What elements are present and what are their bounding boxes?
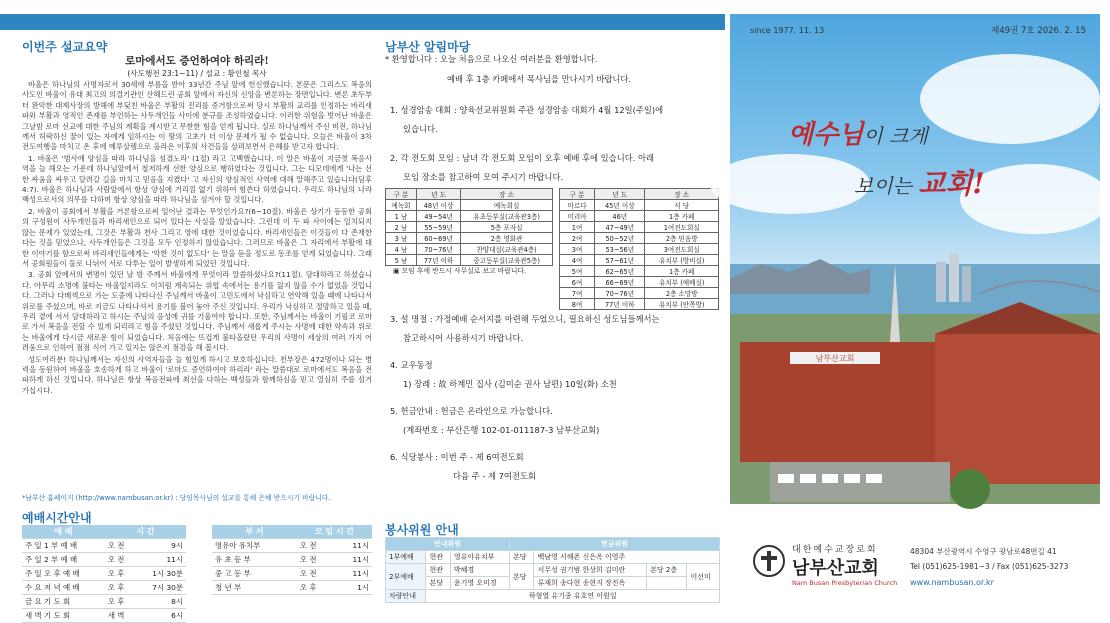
cell: 찬양대실(교육관4층) xyxy=(461,244,553,255)
table-row xyxy=(212,567,372,581)
table-row xyxy=(386,590,720,603)
table-row xyxy=(560,255,719,266)
cell: 류재희 송다현 송현지 장진옥 xyxy=(534,577,647,590)
volunteers-table xyxy=(385,537,720,603)
tower xyxy=(936,262,946,302)
cell: 본당 xyxy=(510,551,534,564)
notice-5: 5. 헌금안내 : 헌금은 온라인으로 가능합니다. xyxy=(390,406,553,416)
cell: 본당 xyxy=(426,577,450,590)
worship-time: 7시 30분 xyxy=(136,581,186,595)
cell: 3여전도회실 xyxy=(645,244,719,255)
cell: 4 남 xyxy=(386,244,417,255)
notices-body xyxy=(385,49,720,187)
worship-header: 시 간 xyxy=(105,525,186,539)
cell: 마르다 xyxy=(560,200,595,211)
cell: 박혜경 xyxy=(450,564,509,577)
worship-ampm: 오 후 xyxy=(105,567,136,581)
department-name: 영유아 유치부 xyxy=(212,539,297,553)
col-header: 장 소 xyxy=(461,189,553,200)
slogan-word: 이 크게 xyxy=(863,124,928,148)
cell: 유치부 (방비실) xyxy=(645,255,719,266)
department-table xyxy=(212,525,372,595)
department-name: 중 고 등 부 xyxy=(212,567,297,581)
notice-2-cont: 모임 장소를 참고하여 모여 주시기 바랍니다. xyxy=(403,172,564,182)
church-eng-name: Nam Busan Presbyterian Church xyxy=(792,579,898,587)
cell: 57~61년 xyxy=(595,255,645,266)
table-row xyxy=(386,564,720,577)
cell: 2층 소망방 xyxy=(645,288,719,299)
sermon-body xyxy=(22,80,372,485)
vol-header: 헌금위원 xyxy=(510,538,720,551)
cell: 3 남 xyxy=(386,233,417,244)
table-row xyxy=(22,609,186,623)
women-group-table xyxy=(559,188,719,310)
table-row xyxy=(560,244,719,255)
church-footer xyxy=(730,534,1100,614)
table-row xyxy=(560,299,719,310)
website-link[interactable]: www.nambusan.or.kr xyxy=(910,578,994,587)
cell: 예녹회실 xyxy=(461,200,553,211)
cloud-shape xyxy=(920,54,1100,144)
sermon-paragraph: 1. 바울은 '범사에 양심을 따라 하나님을 섬겼노라' (1절) 라고 고백했습니다. 이 말은 바울이 지금껏 복음사역을 늘 해오는 가운데 하나님앞에서 철저하게 선한 양심으로 행하였다는 것입니다. 그는 디모데에게 '나는 선한 싸움을 싸우고 달려갈 길을 마치고 믿음을 지켰다' 고 자신의 양심적인 사역에 대해 말해주고 있습니다(딤후4:7). 바울은 하나님과 사람앞에서 항상 양심에 거리낌 없기 위하여 힘쓴다 하였습니다. 우리도 하나님의 나라 백성으로서의 의무를 다하며 항상 양심을 따라 하나님을 섬겨야 할 것입니다. xyxy=(22,153,372,205)
slogan-word: 보이는 xyxy=(854,174,919,198)
cell: 6여 xyxy=(560,277,595,288)
table-row xyxy=(22,595,186,609)
cell: 백남영 서해존 신은옥 이영주 xyxy=(534,551,720,564)
table-row xyxy=(386,551,720,564)
cell: 유치부 (안쪽방) xyxy=(645,299,719,310)
sermon-reference: (사도행전 23:1~11) / 설교 : 황인철 목사 xyxy=(127,69,267,78)
table-row xyxy=(386,233,553,244)
cell: 53~56년 xyxy=(595,244,645,255)
volunteers-section-title: 봉사위원 안내 xyxy=(385,523,459,537)
cell: 본당 2층 xyxy=(647,564,687,577)
notice-1-cont: 있습니다. xyxy=(403,124,438,134)
cell xyxy=(647,577,687,590)
cell: 1층 카페 xyxy=(645,266,719,277)
cell: 55~59년 xyxy=(416,222,460,233)
table-row xyxy=(560,222,719,233)
cell: 2층 믿음방 xyxy=(645,233,719,244)
table-row xyxy=(212,581,372,595)
cell: 5 남 xyxy=(386,255,417,266)
cell: 60~69년 xyxy=(416,233,460,244)
cell: 46년 xyxy=(595,211,645,222)
col-header: 년 도 xyxy=(595,189,645,200)
worship-section-title: 예배시간안내 xyxy=(22,511,92,525)
worship-time: 11시 xyxy=(136,553,186,567)
slogan-word: 예수님 xyxy=(788,120,864,150)
slogan-word: 교회! xyxy=(918,167,985,200)
cell: 70~76년 xyxy=(416,244,460,255)
worship-name: 새 벽 기 도 회 xyxy=(22,609,105,623)
notice-5-cont: (계좌번호 : 부산은행 102-01-011187-3 남부산교회) xyxy=(403,425,600,435)
cell: 1층 카페 xyxy=(645,211,719,222)
department-ampm: 오 후 xyxy=(297,581,335,595)
table-row xyxy=(212,553,372,567)
sermon-paragraph: 3. 공회 앞에서의 변명이 있던 날 밤 주께서 바울에게 무엇이라 말씀하셨나요?(11절). 담대하라고 하셨습니다. 아무리 소명에 불타는 바울일지라도 이처럼 계속되는 위협 속에서는 용기를 잃지 않을 수가 없었을 것입니다. 그러나 다메섹으로 가는 도중에 나타나신 주님께서 바울이 고민도에서 낙심하고 연약해 있을 때에 나타나서 위로를 주셨으며, 바로 지금도 나타나셔서 용기를 불어 놓아 주신 것입니다. 우리가 낙심하고 절망하고 있을 때, 우리 곁에 서서 담대하라고 하시는 주님의 음성에 귀를 기울여야 합니다. 또한, 주님께서는 바울이 기필코 로마로 가서 복음을 전할 수 있게 되리라고 힘을 주셨던 것입니다. 주님께서 새롭게 주시는 사명에 대한 약속과 위로는 바울에게 다시금 새로운 힘이 되었습니다. 처음에는 뜨겁게 불타올랐던 우리의 사명이 세상의 여러 가지 어려움으로 인하여 점점 식어 가고 있지는 않은지 점검을 해 봅시다. xyxy=(22,270,372,353)
cell: 8여 xyxy=(560,299,595,310)
cloud-shape xyxy=(710,154,870,214)
table-row xyxy=(22,553,186,567)
issue-text: 제49권 7호 2026. 2. 15 xyxy=(991,26,1086,36)
worship-ampm: 오 후 xyxy=(105,595,136,609)
cell: 77년 이하 xyxy=(595,299,645,310)
table-row xyxy=(560,266,719,277)
sermon-paragraph: 바울은 하나님의 사명자로서 30세에 부름을 받아 33년간 주님 앞에 헌신했습니다. 본문은 그리스도 복음의 사도인 바울이 유대 최고의 의결기관인 산헤드린 공회 앞에서 자신의 신앙을 변론하는 장면입니다. 변론 초두부터 완악한 대제사장의 방해에 부딪친 바울은 부활의 진리를 증거함으로써 당시 부활의 교리를 인정하는 바리새파와 부활과 영적인 존재를 부인하는 사두개인들 사이에 분규를 조성하였습니다. 이러한 위험을 벗어난 바울은 그날밤 로마 선교에 대한 주님의 계획을 계시받고 무한한 힘을 얻게 됩니다. 실로 하나님께서 주신 비전, 하나님께서 허락하신 꿈이 있는 자에게 임하시는 이 땅의 고초가 더 이상 문제가 될 수 없습니다. 오늘은 바울이 3차 전도여행을 마치고 온 후에 예루살렘으로 올라온 이후의 사건들을 살펴보면서 은혜를 받고자 합니다. xyxy=(22,80,372,152)
department-time: 11시 xyxy=(335,553,372,567)
sermon-paragraph: 성도여러분! 하나님께서는 자신의 사역자들을 늘 힘있게 하시고 보호하십니다. 천부장은 472명이나 되는 병력을 동원하여 바울을 호송하게 하고 바울이 '로마도 증언하여야 하리라' 라는 말씀대로 로마에서도 복음을 전파하게 하신 것입니다. 하나님은 항상 복음전파에 최선을 다하는 백성들과 함께하심을 믿고 열심히 주를 섬겨 가십시다. xyxy=(22,354,372,395)
table-row xyxy=(22,581,186,595)
table-row xyxy=(386,200,553,211)
cell: 7여 xyxy=(560,288,595,299)
tree xyxy=(950,469,990,509)
department-header: 모 임 시 간 xyxy=(297,525,372,539)
cell: 47~49년 xyxy=(595,222,645,233)
cell: 유초등부실(교육관3층) xyxy=(461,211,553,222)
cell: 차량안내 xyxy=(386,590,426,603)
notice-4: 4. 교우동정 xyxy=(390,360,433,370)
cell: 이선미 xyxy=(687,564,720,590)
department-time: 1시 xyxy=(335,581,372,595)
slogan-line-1 xyxy=(788,114,928,151)
table-row xyxy=(386,577,720,590)
department-ampm: 오 전 xyxy=(297,567,335,581)
cell: 2 남 xyxy=(386,222,417,233)
col-header: 년 도 xyxy=(416,189,460,200)
cell: 하형열 유기종 유호연 이원일 xyxy=(426,590,720,603)
church-building-right xyxy=(935,334,1100,484)
notice-6: 6. 식당봉사 : 이번 주 - 제 6여전도회 xyxy=(390,452,524,462)
table-row xyxy=(212,539,372,553)
cell: 45년 이상 xyxy=(595,200,645,211)
worship-time: 9시 xyxy=(136,539,186,553)
table-row xyxy=(386,255,553,266)
cell: 2부예배 xyxy=(386,564,426,590)
table-row xyxy=(386,211,553,222)
table-row xyxy=(560,200,719,211)
notices-section-title: 남부산 알림마당 xyxy=(385,40,471,54)
table-row xyxy=(22,567,186,581)
sermon-paragraph: 2. 바울이 공회에서 부활을 거론함으로써 일어난 결과는 무엇인가요?(6~10절). 바울은 상기가 등등한 공회의 구성원이 사두개인들과 바리새인으로 되어 있다는 사실을 알았습니다. 그런데 이 두 파 사이에는 일치되지 않는 문제가 있었는데, 그것은 부활과 천사 그리고 영에 대한 것이었습니다. 바리새인들은 이것들이 다 존재한다는 것을 믿었으나, 사두개인들은 그것을 모두 인정하지 않았습니다. 그러므로 바울은 그 자리에서 부활에 대한 이야기를 함으로써 바리새인들에게는 '악한 것이 없도다' 는 말을 듣을 정도로 동조를 얻게 되었습니다. 그래서 공회원들이 둘로 나뉘어 서로 다투는 일이 발생하게 되었던 것입니다. xyxy=(22,206,372,268)
cell: 3여 xyxy=(560,244,595,255)
cell: 4여 xyxy=(560,255,595,266)
col-header: 장 소 xyxy=(645,189,719,200)
table-row xyxy=(560,233,719,244)
denomination: 대한예수교장로회 xyxy=(792,545,878,555)
welcome-line: * 환영합니다 : 오늘 처음으로 나오신 여러분을 환영합니다. xyxy=(385,54,598,64)
table-row xyxy=(386,244,553,255)
cell: 예녹회 xyxy=(386,200,417,211)
cell: 49~54년 xyxy=(416,211,460,222)
worship-name: 수 요 저 녁 예 배 xyxy=(22,581,105,595)
since-text: since 1977. 11. 13 xyxy=(750,26,825,35)
cover-panel xyxy=(730,14,1100,614)
slogan-line-2 xyxy=(854,162,985,202)
table-row xyxy=(386,222,553,233)
notice-3: 3. 설 명절 : 가정예배 순서지를 마련해 두었으니, 필요하신 성도님들께서는 xyxy=(390,314,660,324)
table-row xyxy=(386,538,720,551)
tower xyxy=(949,254,959,302)
cell: 중고등부실(교육관5층) xyxy=(461,255,553,266)
worship-time: 6시 xyxy=(136,609,186,623)
notice-1: 1. 성경암송 대회 : 양육선교위원회 주관 성경암송 대회가 4월 12일(주일)에 xyxy=(390,105,664,115)
department-time: 11시 xyxy=(335,567,372,581)
cell: 77년 이하 xyxy=(416,255,460,266)
cell: 2여 xyxy=(560,233,595,244)
table-row xyxy=(22,539,186,553)
sermon-column xyxy=(22,0,372,620)
address: 48304 부산광역시 수영구 광남로48번길 41 xyxy=(910,547,1057,556)
worship-header: 예 배 xyxy=(22,525,105,539)
cell: 현관 xyxy=(426,564,450,577)
worship-name: 주 일 오 후 예 배 xyxy=(22,567,105,581)
department-ampm: 오 전 xyxy=(297,539,335,553)
welcome-line-2: 예배 후 1층 카페에서 목사님을 만나시기 바랍니다. xyxy=(447,74,632,84)
notices-body-2 xyxy=(385,310,720,486)
sermon-footnote: *남부산 홈페이지 (http://www.nambusan.or.kr) : 당임목사님의 설교를 통해 은혜 받으시기 바랍니다. xyxy=(22,494,331,502)
worship-ampm: 오 전 xyxy=(105,539,136,553)
worship-table xyxy=(22,525,186,623)
church-logo-icon xyxy=(752,544,786,578)
department-time: 11시 xyxy=(335,539,372,553)
cell: 62~65년 xyxy=(595,266,645,277)
cell: 48년 이상 xyxy=(416,200,460,211)
cell: 서무성 권기범 한상희 김미란 xyxy=(534,564,647,577)
cell: 식 당 xyxy=(645,200,719,211)
worship-name: 금 요 기 도 회 xyxy=(22,595,105,609)
sermon-title: 로마에서도 증언하여야 하리라! xyxy=(125,55,269,67)
cell: 2층 영화관 xyxy=(461,233,553,244)
notice-4-item: 1) 장례 : 故 하계민 집사 (김미순 권사 남편) 10일(화) 소천 xyxy=(403,379,617,389)
cell: 1 남 xyxy=(386,211,417,222)
department-header: 부 서 xyxy=(212,525,297,539)
vol-header: 안내위원 xyxy=(386,538,510,551)
department-name: 유 초 등 부 xyxy=(212,553,297,567)
tower xyxy=(962,266,971,302)
cell: 50~52년 xyxy=(595,233,645,244)
notice-6-cont: 다음 주 - 제 7여전도회 xyxy=(453,471,536,481)
worship-ampm: 오 전 xyxy=(105,553,136,567)
table-row xyxy=(560,211,719,222)
cell: 미리아 xyxy=(560,211,595,222)
report-note-box: ▣ 모임 후에 반드시 사무실로 보고 바랍니다. xyxy=(393,267,527,275)
col-header: 구 분 xyxy=(560,189,595,200)
cell: 유치부 (예배실) xyxy=(645,277,719,288)
church-photo xyxy=(730,224,1100,504)
worship-name: 주 일 2 부 예 배 xyxy=(22,553,105,567)
cell: 영유아유치부 xyxy=(450,551,509,564)
department-name: 청 년 부 xyxy=(212,581,297,595)
sermon-section-title: 이번주 설교요약 xyxy=(22,40,108,54)
cell: 66~69년 xyxy=(595,277,645,288)
department-ampm: 오 전 xyxy=(297,553,335,567)
worship-name: 주 일 1 부 예 배 xyxy=(22,539,105,553)
church-name: 남부산교회 xyxy=(792,558,879,579)
worship-time: 8시 xyxy=(136,595,186,609)
cell: 5여 xyxy=(560,266,595,277)
cell: 윤기영 오미경 xyxy=(450,577,509,590)
men-group-table xyxy=(385,188,553,266)
phone: Tel (051)625-1981~3 / Fax (051)625-3273 xyxy=(910,562,1069,571)
cell: 70~76년 xyxy=(595,288,645,299)
cell: 1여 xyxy=(560,222,595,233)
cell: 5층 포자실 xyxy=(461,222,553,233)
notice-2: 2. 각 전도회 모임 : 남녀 각 전도회 모임이 오후 예배 후에 있습니다. 아래 xyxy=(390,153,655,163)
worship-ampm: 오 후 xyxy=(105,581,136,595)
table-row xyxy=(560,277,719,288)
cell: 1여전도회실 xyxy=(645,222,719,233)
building-sign-text: 남부산교회 xyxy=(815,354,855,363)
parked-cars xyxy=(778,474,882,483)
notice-3-cont: 참고하시어 사용하시기 바랍니다. xyxy=(403,333,524,343)
cell: 본당 xyxy=(510,564,534,590)
worship-ampm: 새 벽 xyxy=(105,609,136,623)
cell: 1부예배 xyxy=(386,551,426,564)
worship-time: 1시 30분 xyxy=(136,567,186,581)
table-row xyxy=(386,189,553,200)
table-row xyxy=(560,288,719,299)
notices-column xyxy=(385,0,720,614)
col-header: 구 분 xyxy=(386,189,417,200)
table-row xyxy=(560,189,719,200)
cell: 현관 xyxy=(426,551,450,564)
